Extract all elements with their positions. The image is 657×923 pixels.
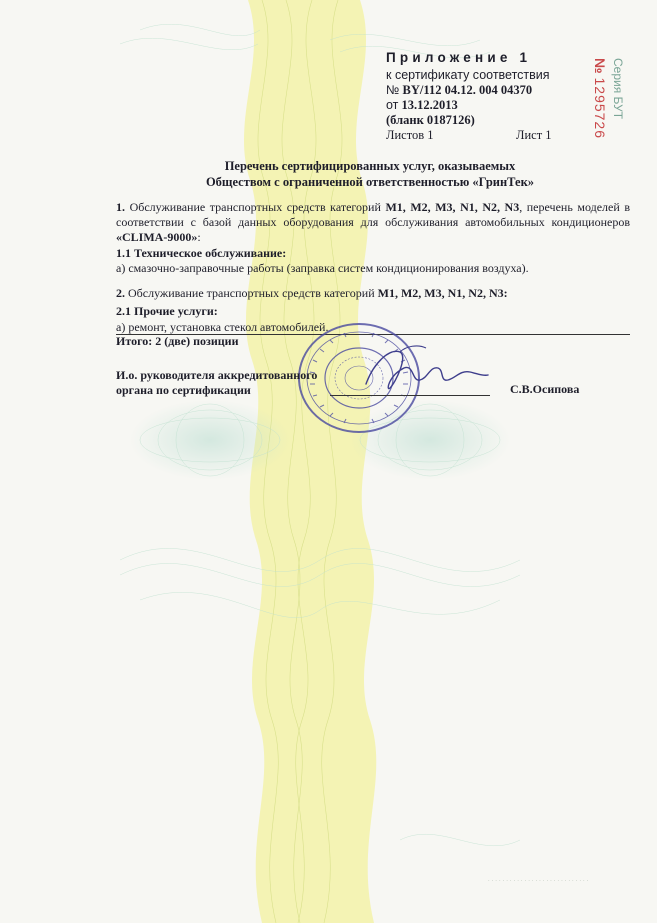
certificate-date <box>386 98 458 113</box>
certificate-number-value: BY/112 04.12. 004 04370 <box>402 83 533 97</box>
signature-line <box>330 395 490 396</box>
section-2-1-item: а) ремонт, установка стекол автомобилей. <box>116 320 329 334</box>
section-1-1-item: а) смазочно-заправочные работы (заправка систем кондиционирования воздуха). <box>116 261 529 275</box>
date-prefix: от <box>386 98 399 112</box>
certificate-number <box>386 83 532 98</box>
section-1-database: «CLIMA-9000» <box>116 230 198 244</box>
sheets-total: Листов 1 <box>386 128 434 142</box>
section-2-number: 2. <box>116 286 125 300</box>
sheet-current: Лист 1 <box>516 128 552 142</box>
appendix-title: Приложение 1 <box>386 50 532 65</box>
total-positions: Итого: 2 (две) позиции <box>116 334 239 348</box>
section-1-1-heading: 1.1 Техническое обслуживание: <box>116 246 287 260</box>
certificate-reference-label: к сертификату соответствия <box>386 68 550 82</box>
signatory-role-line1: И.о. руководителя аккредитованного <box>116 368 318 382</box>
blank-number: (бланк 0187126) <box>386 113 475 127</box>
certificate-date-value: 13.12.2013 <box>401 98 458 112</box>
section-2-1-heading: 2.1 Прочие услуги: <box>116 304 218 318</box>
section-1-number: 1. <box>116 200 125 214</box>
section-1-text-end: : <box>197 230 201 244</box>
section-1-paragraph <box>116 200 630 245</box>
signatory-name: С.В.Осипова <box>510 382 580 396</box>
document-title-line2: Обществом с ограниченной ответственностью «ГринТек» <box>205 175 535 189</box>
section-1-text-b: , перечень моделей в соответствии с базой данных оборудования для обслуживания автомобильных кондиционеров <box>116 200 630 229</box>
section-1-text-a: Обслуживание транспортных средств категорий <box>129 200 381 214</box>
document-title <box>150 158 590 190</box>
signatory-role-line2: органа по сертификации <box>116 383 251 397</box>
serial-number-block <box>586 58 612 168</box>
section-2-categories: M1, M2, M3, N1, N2, N3: <box>377 286 508 300</box>
serial-no-sign: № <box>592 58 608 74</box>
section-1-categories: M1, M2, M3, N1, N2, N3 <box>385 200 520 214</box>
section-2-text-a: Обслуживание транспортных средств категорий <box>128 286 375 300</box>
handwritten-signature <box>360 342 490 398</box>
section-2-paragraph <box>116 286 508 301</box>
serial-label: Серия БУТ <box>611 58 625 120</box>
number-sign: № <box>386 83 400 97</box>
document-title-line1: Перечень сертифицированных услуг, оказываемых <box>224 159 516 173</box>
printer-footer-microtext: · · · · · · · · · · · · · · · · · · · · · · · · · · · · <box>488 878 589 884</box>
serial-number: 1295726 <box>592 77 608 140</box>
